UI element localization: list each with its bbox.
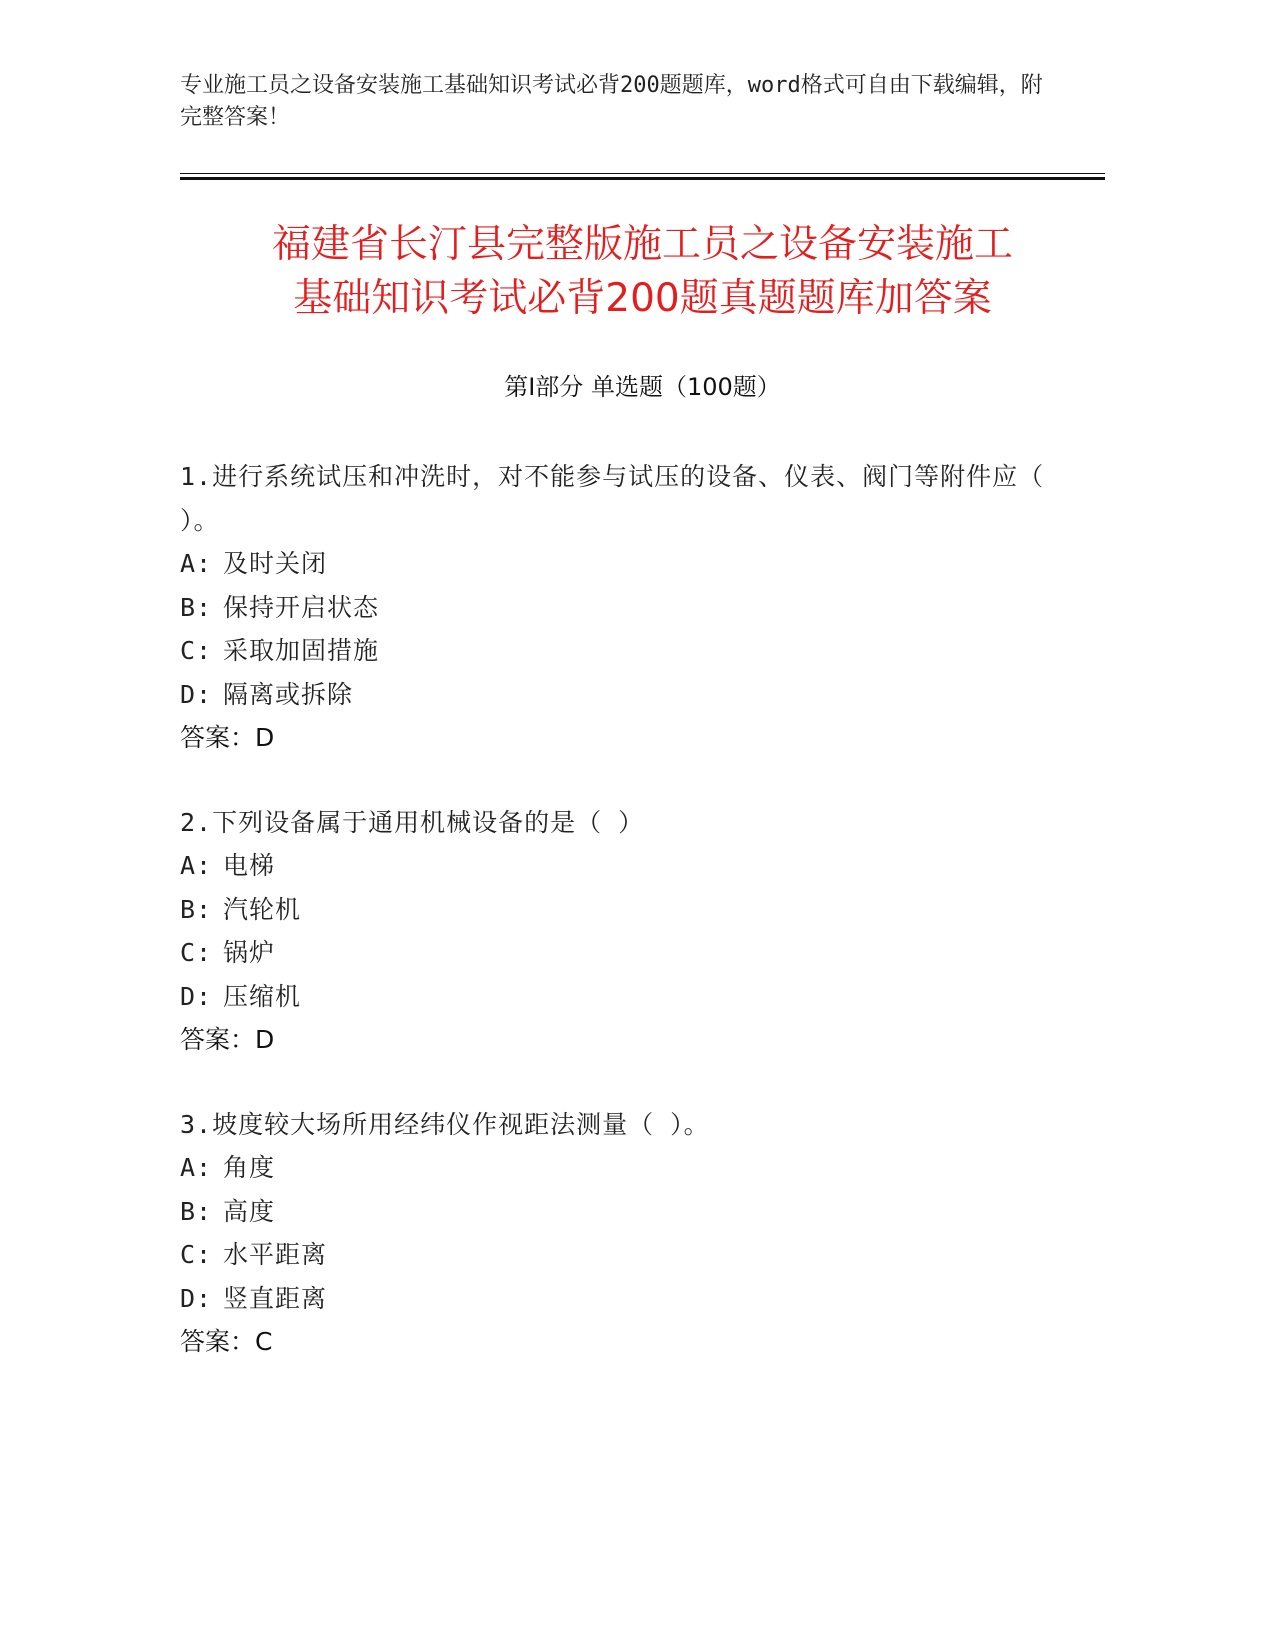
section-heading: 第Ⅰ部分 单选题（100题） [504, 373, 781, 401]
option-text: 角度 [223, 1153, 276, 1182]
option-letter: D: [180, 1283, 213, 1313]
title-line-1: 福建省长汀县完整版施工员之设备安装施工 [271, 222, 1013, 267]
option-d [180, 673, 1060, 717]
option-b [180, 1190, 1060, 1234]
option-text: 及时关闭 [223, 549, 328, 578]
option-letter: D: [180, 981, 213, 1011]
option-letter: C: [180, 1240, 213, 1269]
option-text: 高度 [223, 1196, 276, 1226]
header-note: 专业施工员之设备安装施工基础知识考试必背200题题库，word格式可自由下载编辑，附完整答案！ [180, 73, 1043, 130]
option-letter: A: [180, 1153, 213, 1182]
header-divider-thin [180, 173, 1105, 174]
question-stem: 3.坡度较大场所用经纬仪作视距法测量（ ）。 [180, 1109, 710, 1139]
question-item [180, 1103, 1060, 1364]
question-list [180, 455, 1060, 1405]
question-stem: 1.进行系统试压和冲洗时，对不能参与试压的设备、仪表、阀门等附件应（ ）。 [180, 462, 1045, 535]
option-c [180, 931, 1060, 975]
option-letter: C: [180, 636, 213, 665]
document-title [180, 218, 1105, 326]
option-text: 隔离或拆除 [223, 679, 354, 709]
answer-line: 答案：C [180, 1327, 273, 1356]
option-text: 保持开启状态 [223, 592, 380, 622]
option-text: 压缩机 [223, 981, 302, 1011]
option-b [180, 888, 1060, 932]
option-text: 水平距离 [223, 1240, 328, 1269]
option-b [180, 586, 1060, 630]
option-text: 电梯 [223, 851, 276, 880]
option-a [180, 542, 1060, 586]
question-stem: 2.下列设备属于通用机械设备的是（ ） [180, 807, 645, 837]
option-a [180, 844, 1060, 888]
option-letter: D: [180, 679, 213, 709]
option-letter: B: [180, 592, 213, 622]
option-letter: A: [180, 851, 213, 880]
option-d [180, 1277, 1060, 1321]
option-a [180, 1146, 1060, 1190]
option-letter: A: [180, 549, 213, 578]
option-d [180, 975, 1060, 1019]
option-letter: B: [180, 894, 213, 924]
answer-line: 答案：D [180, 723, 275, 752]
question-item [180, 455, 1060, 760]
header-divider-thick [180, 177, 1105, 180]
option-c [180, 629, 1060, 673]
option-text: 汽轮机 [223, 894, 302, 924]
option-text: 锅炉 [223, 938, 276, 967]
option-letter: C: [180, 938, 213, 967]
option-text: 竖直距离 [223, 1283, 328, 1313]
question-item [180, 801, 1060, 1062]
option-text: 采取加固措施 [223, 636, 380, 665]
option-letter: B: [180, 1196, 213, 1226]
title-line-2: 基础知识考试必背200题真题题库加答案 [293, 276, 992, 321]
option-c [180, 1233, 1060, 1277]
answer-line: 答案：D [180, 1025, 275, 1054]
